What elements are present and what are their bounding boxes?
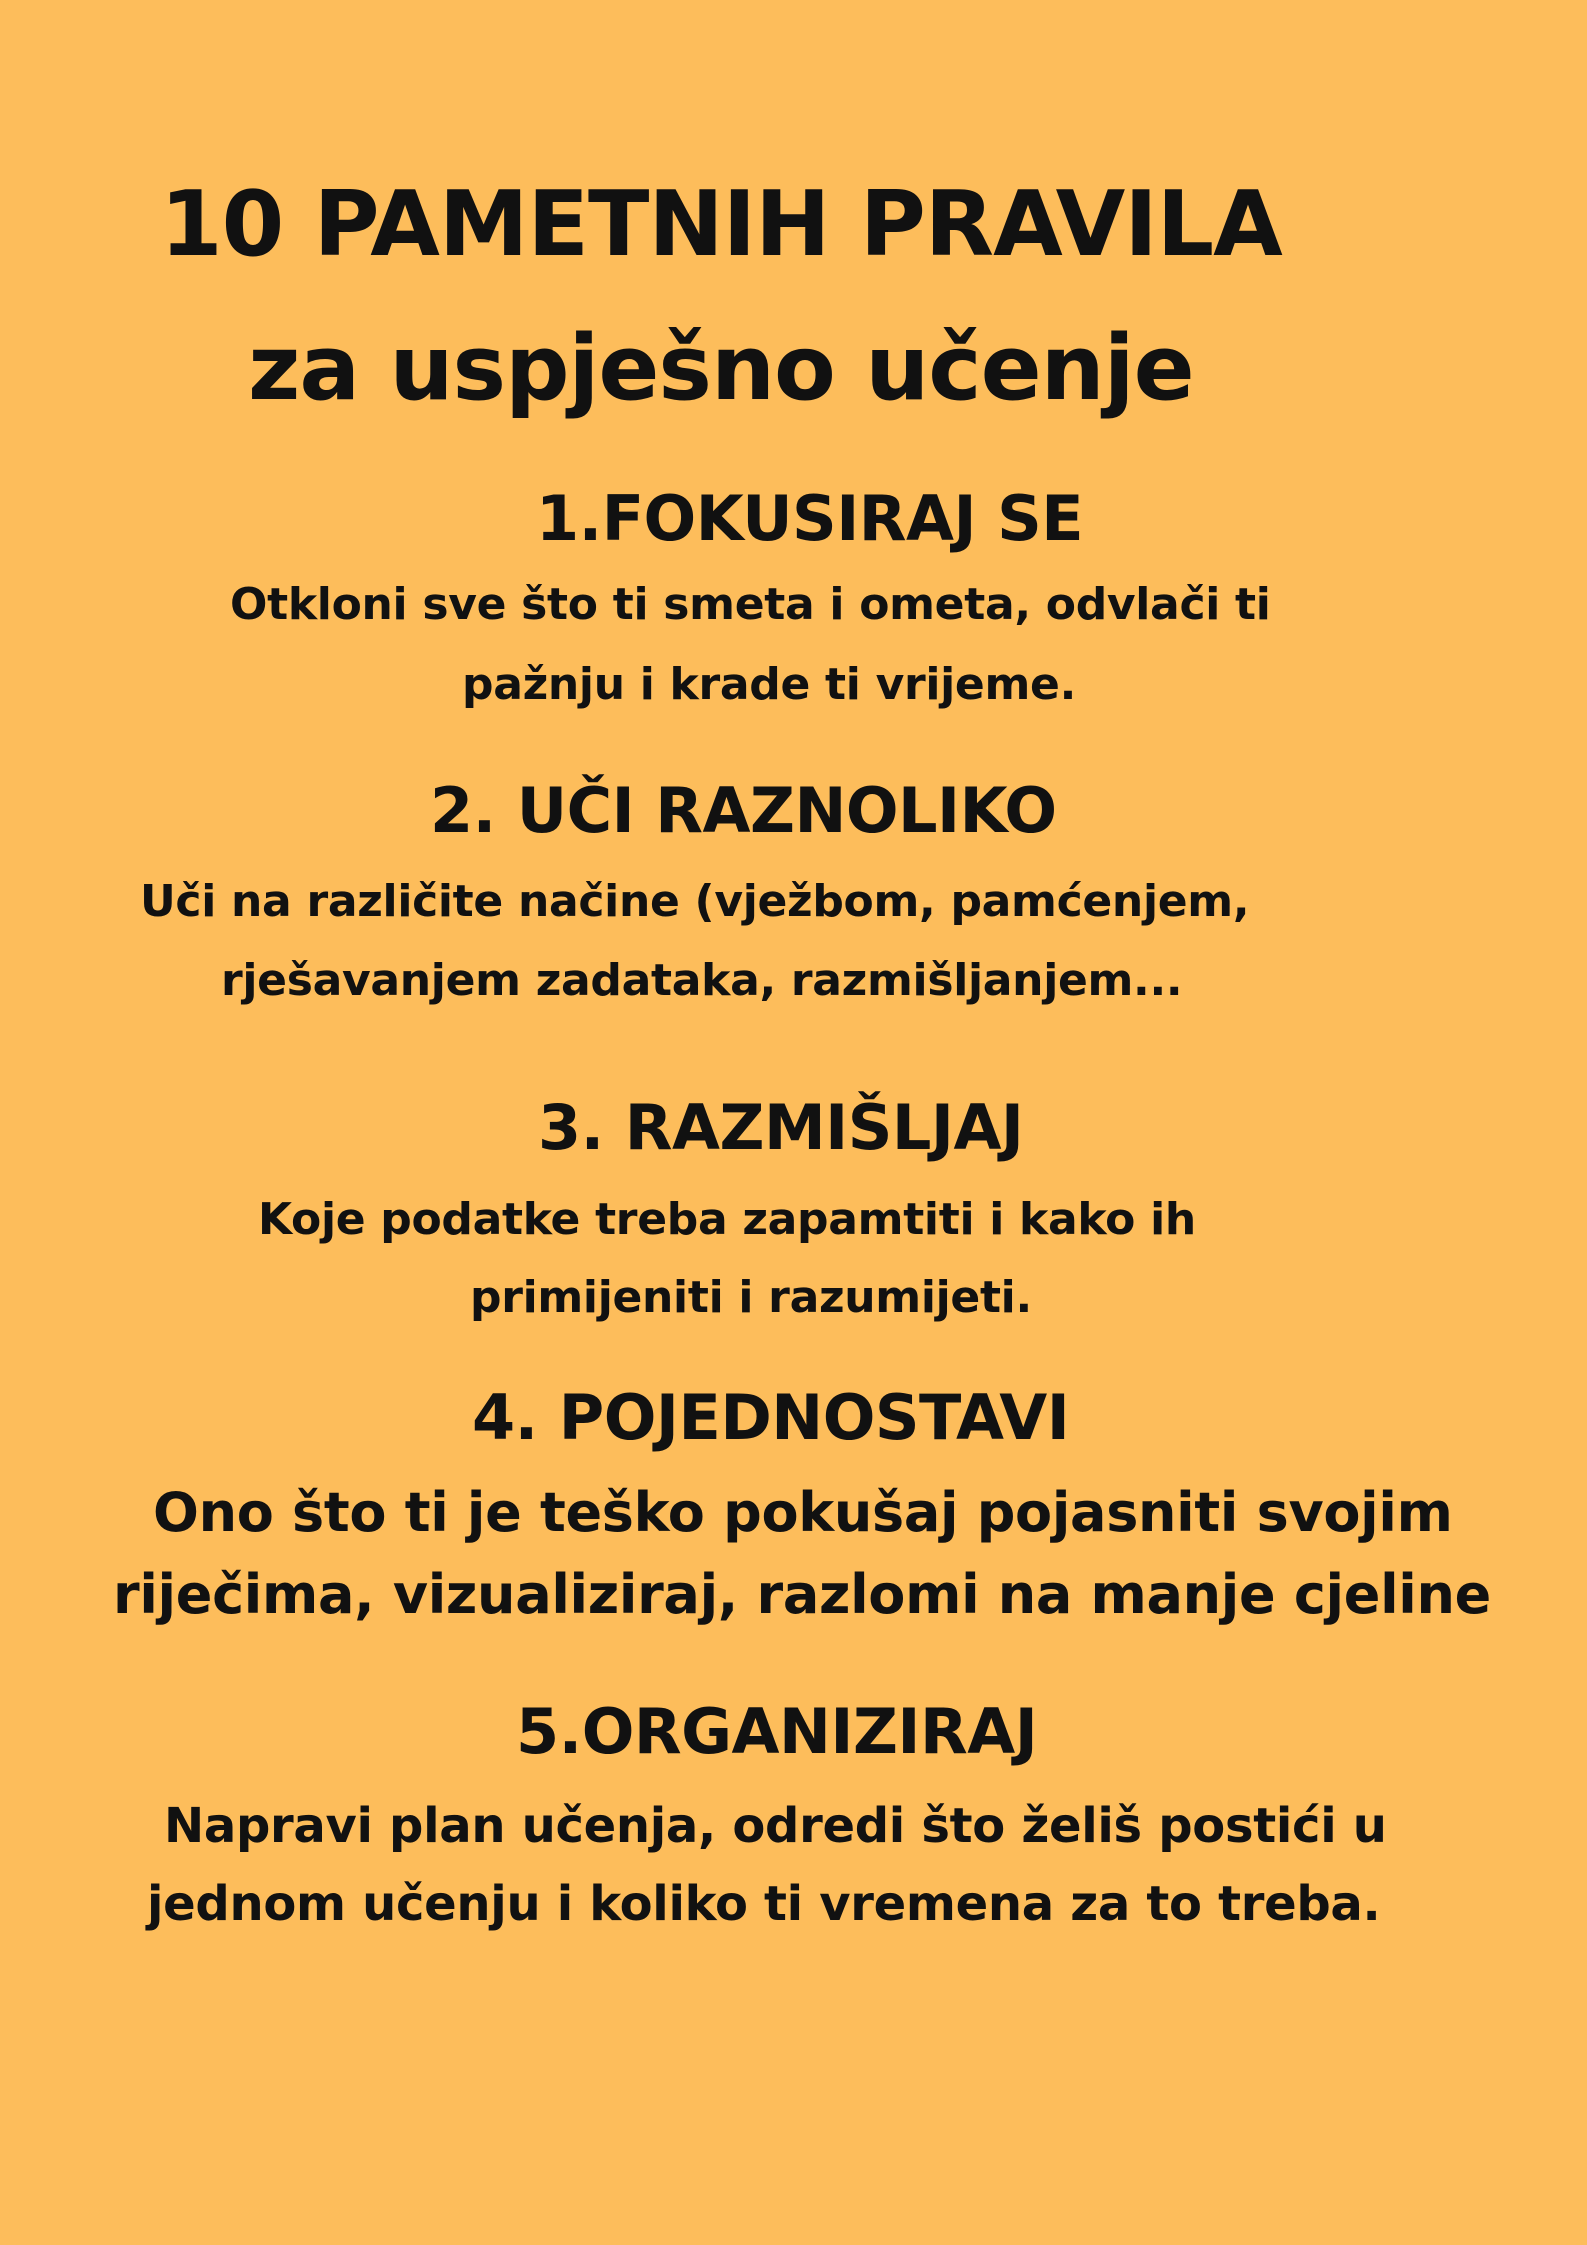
page-title-line-2: za uspješno učenje	[248, 316, 1194, 421]
rule-1-heading: 1.FOKUSIRAJ SE	[536, 482, 1084, 555]
rule-1-text-line-1: Otkloni sve što ti smeta i ometa, odvlači ti	[230, 579, 1271, 630]
rule-4-heading: 4. POJEDNOSTAVI	[472, 1381, 1070, 1454]
rule-3-text-line-1: Koje podatke treba zapamtiti i kako ih	[258, 1194, 1196, 1245]
rule-2-text-line-1: Uči na različite načine (vježbom, pamćenjem,	[140, 876, 1250, 927]
rule-5-text-line-2: jednom učenju i koliko ti vremena za to treba.	[147, 1876, 1381, 1932]
rule-3-heading: 3. RAZMIŠLJAJ	[538, 1091, 1024, 1164]
rule-2-text-line-2: rješavanjem zadataka, razmišljanjem...	[221, 955, 1183, 1006]
rule-5-heading: 5.ORGANIZIRAJ	[516, 1695, 1038, 1768]
page-title-line-1: 10 PAMETNIH PRAVILA	[160, 172, 1282, 277]
rule-3-text-line-2: primijeniti i razumijeti.	[470, 1272, 1032, 1323]
rule-1-text-line-2: pažnju i krade ti vrijeme.	[462, 659, 1076, 710]
rule-4-text-line-1: Ono što ti je teško pokušaj pojasniti svojim	[153, 1481, 1453, 1544]
rule-2-heading: 2. UČI RAZNOLIKO	[430, 774, 1057, 847]
rule-5-text-line-1: Napravi plan učenja, odredi što želiš postići u	[164, 1798, 1387, 1854]
rule-4-text-line-2: riječima, vizualiziraj, razlomi na manje cjeline	[113, 1563, 1491, 1626]
